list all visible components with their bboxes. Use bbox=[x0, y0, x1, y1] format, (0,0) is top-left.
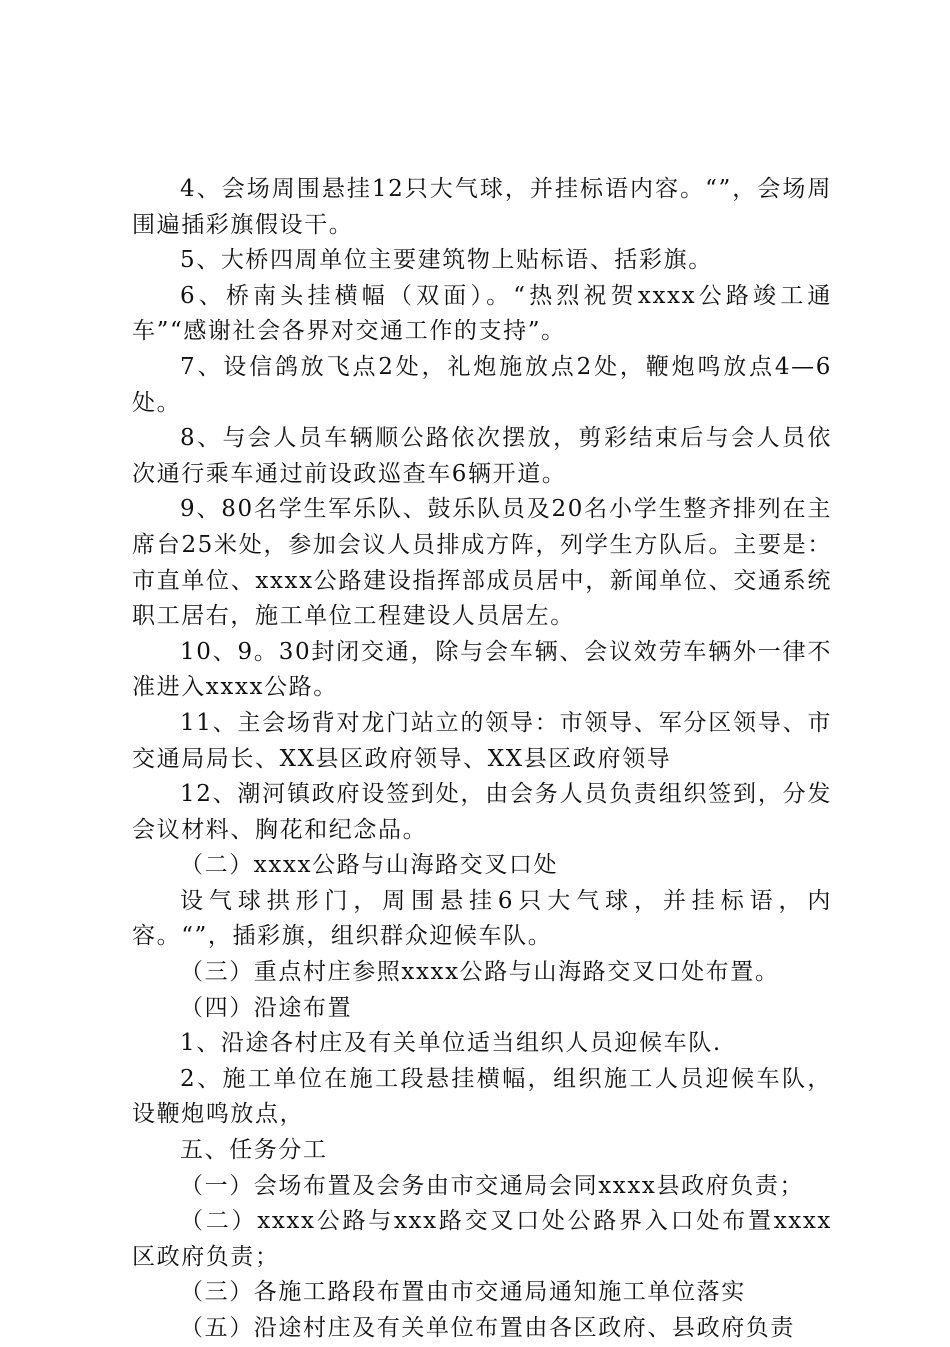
paragraph-item-8: 8、与会人员车辆顺公路依次摆放，剪彩结束后与会人员依次通行乘车通过前设政巡查车6辆开道。 bbox=[132, 425, 832, 487]
section-heading-2: （二）xxxx公路与山海路交叉口处 bbox=[180, 852, 559, 879]
document-body bbox=[132, 172, 832, 1347]
paragraph-item-11: 11、主会场背对龙门站立的领导：市领导、军分区领导、市交通局局长、XX县区政府领导、XX县区政府领导 bbox=[132, 709, 832, 772]
paragraph-item-7: 7、设信鸽放飞点2处，礼炮施放点2处，鞭炮鸣放点4—6处。 bbox=[132, 353, 832, 416]
section-heading-task-division: 五、任务分工 bbox=[180, 1137, 328, 1164]
paragraph-item-10: 10、9。30封闭交通，除与会车辆、会议效劳车辆外一律不准进入xxxx公路。 bbox=[132, 638, 832, 701]
paragraph-balloon-arch: 设气球拱形门，周围悬挂6只大气球，并挂标语，内容。“”，插彩旗，组织群众迎候车队。 bbox=[132, 887, 832, 950]
paragraph-item-4: 4、会场周围悬挂12只大气球，并挂标语内容。“”，会场周围遍插彩旗假设干。 bbox=[132, 176, 832, 238]
task-item-1: （一）会场布置及会务由市交通局会同xxxx县政府负责； bbox=[180, 1172, 805, 1199]
paragraph-along-route-2: 2、施工单位在施工段悬挂横幅，组织施工人员迎候车队，设鞭炮鸣放点， bbox=[132, 1065, 832, 1128]
paragraph-along-route-1: 1、沿途各村庄及有关单位适当组织人员迎候车队. bbox=[180, 1030, 722, 1057]
paragraph-item-5: 5、大桥四周单位主要建筑物上贴标语、括彩旗。 bbox=[180, 247, 713, 274]
task-item-2: （二）xxxx公路与xxx路交叉口处公路界入口处布置xxxx区政府负责； bbox=[132, 1208, 832, 1270]
task-item-5: （五）沿途村庄及有关单位布置由各区政府、县政府负责 bbox=[180, 1315, 795, 1341]
paragraph-item-12: 12、潮河镇政府设签到处，由会务人员负责组织签到，分发会议材料、胸花和纪念品。 bbox=[132, 781, 832, 843]
task-item-3: （三）各施工路段布置由市交通局通知施工单位落实 bbox=[180, 1279, 746, 1306]
section-heading-3: （三）重点村庄参照xxxx公路与山海路交叉口处布置。 bbox=[180, 959, 780, 986]
paragraph-item-6: 6、桥南头挂横幅（双面）。“热烈祝贺xxxx公路竣工通车”“感谢社会各界对交通工作的支持”。 bbox=[132, 282, 832, 345]
paragraph-item-9: 9、80名学生军乐队、鼓乐队员及20名小学生整齐排列在主席台25米处，参加会议人员排成方阵，列学生方队后。主要是：市直单位、xxxx公路建设指挥部成员居中，新闻单位、交通系统职工居右，施工单位工程建设人员居左。 bbox=[132, 496, 832, 630]
section-heading-4: （四）沿途布置 bbox=[180, 994, 353, 1021]
